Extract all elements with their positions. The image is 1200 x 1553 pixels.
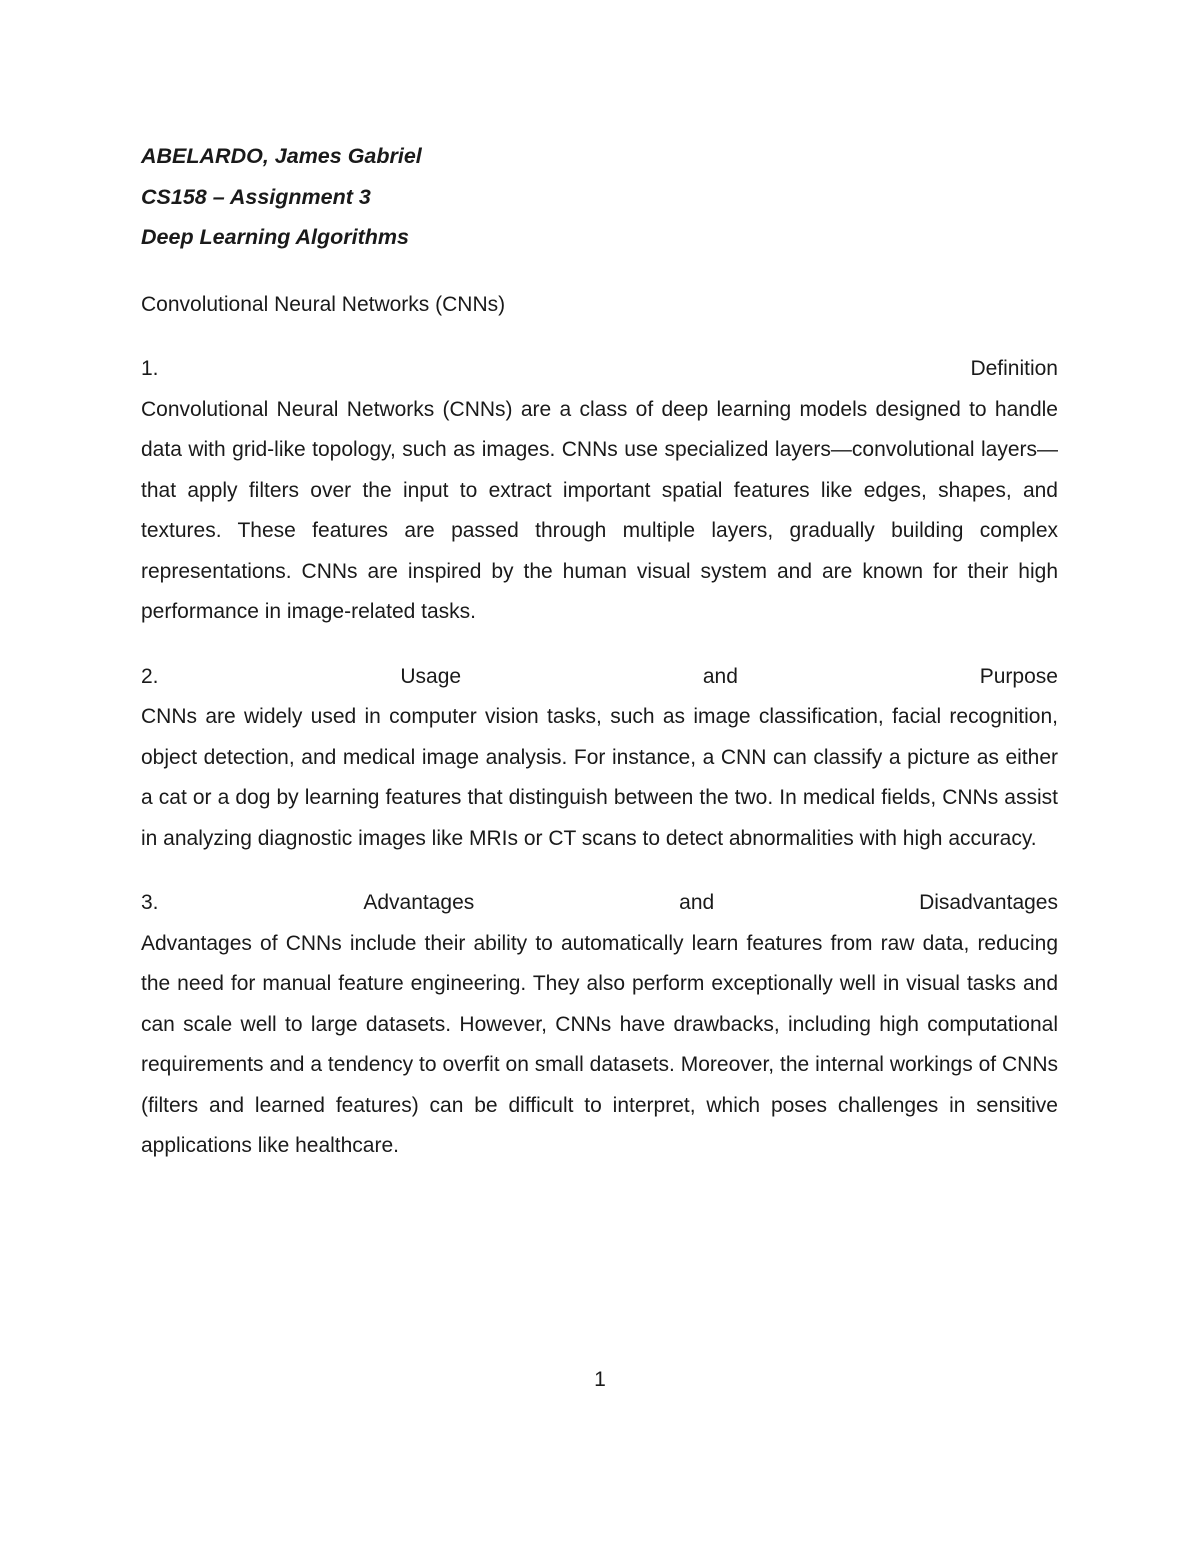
numbered-item-definition — [141, 349, 1058, 633]
item-heading-word: Usage — [400, 664, 462, 688]
item-body: CNNs are widely used in computer vision tasks, such as image classification, facial recognition, object detection, and medical image analysis. For instance, a CNN can classify a picture as either a cat or a dog by learning features that distinguish between the two. In medical fields, CNNs assist in analyzing diagnostic images like MRIs or CT scans to detect abnormalities with high accuracy. — [141, 705, 1058, 850]
item-number: 2. — [141, 664, 159, 688]
item-heading-word: Disadvantages — [919, 891, 1058, 914]
page-number: 1 — [594, 1368, 606, 1391]
author-name: ABELARDO, James Gabriel — [141, 144, 422, 168]
item-body: Advantages of CNNs include their ability to automatically learn features from raw data, reducing the need for manual feature engineering. They also perform exceptionally well in visual tasks and can scale well to large datasets. However, CNNs have drawbacks, including high computational requirements and a tendency to overfit on small datasets. Moreover, the internal workings of CNNs (filters and learned features) can be difficult to interpret, which poses challenges in sensitive applications like healthcare. — [141, 931, 1058, 1157]
item-heading — [141, 883, 1058, 924]
item-heading — [141, 349, 1058, 390]
section-title: Convolutional Neural Networks (CNNs) — [141, 292, 506, 316]
item-number: 1. — [141, 357, 159, 380]
item-number: 3. — [141, 891, 159, 914]
item-body: Convolutional Neural Networks (CNNs) are a class of deep learning models designed to handle data with grid-like topology, such as images. CNNs use specialized layers—convolutional layers—that apply filters over the input to extract important spatial features like edges, shapes, and textures. These features are passed through multiple layers, gradually building complex representations. CNNs are inspired by the human visual system and are known for their high performance in image-related tasks. — [141, 397, 1058, 623]
item-heading-word: Definition — [970, 357, 1058, 380]
item-heading-word: and — [702, 664, 738, 688]
item-heading-word: Purpose — [979, 664, 1058, 688]
item-heading — [141, 657, 1058, 698]
numbered-item-advantages-disadvantages — [141, 883, 1058, 1167]
document-topic: Deep Learning Algorithms — [141, 225, 409, 249]
numbered-item-usage-purpose — [141, 657, 1058, 860]
course-assignment: CS158 – Assignment 3 — [141, 184, 371, 209]
item-heading-word: Advantages — [363, 891, 475, 914]
item-heading-word: and — [679, 891, 715, 914]
page-content — [141, 136, 1058, 1167]
